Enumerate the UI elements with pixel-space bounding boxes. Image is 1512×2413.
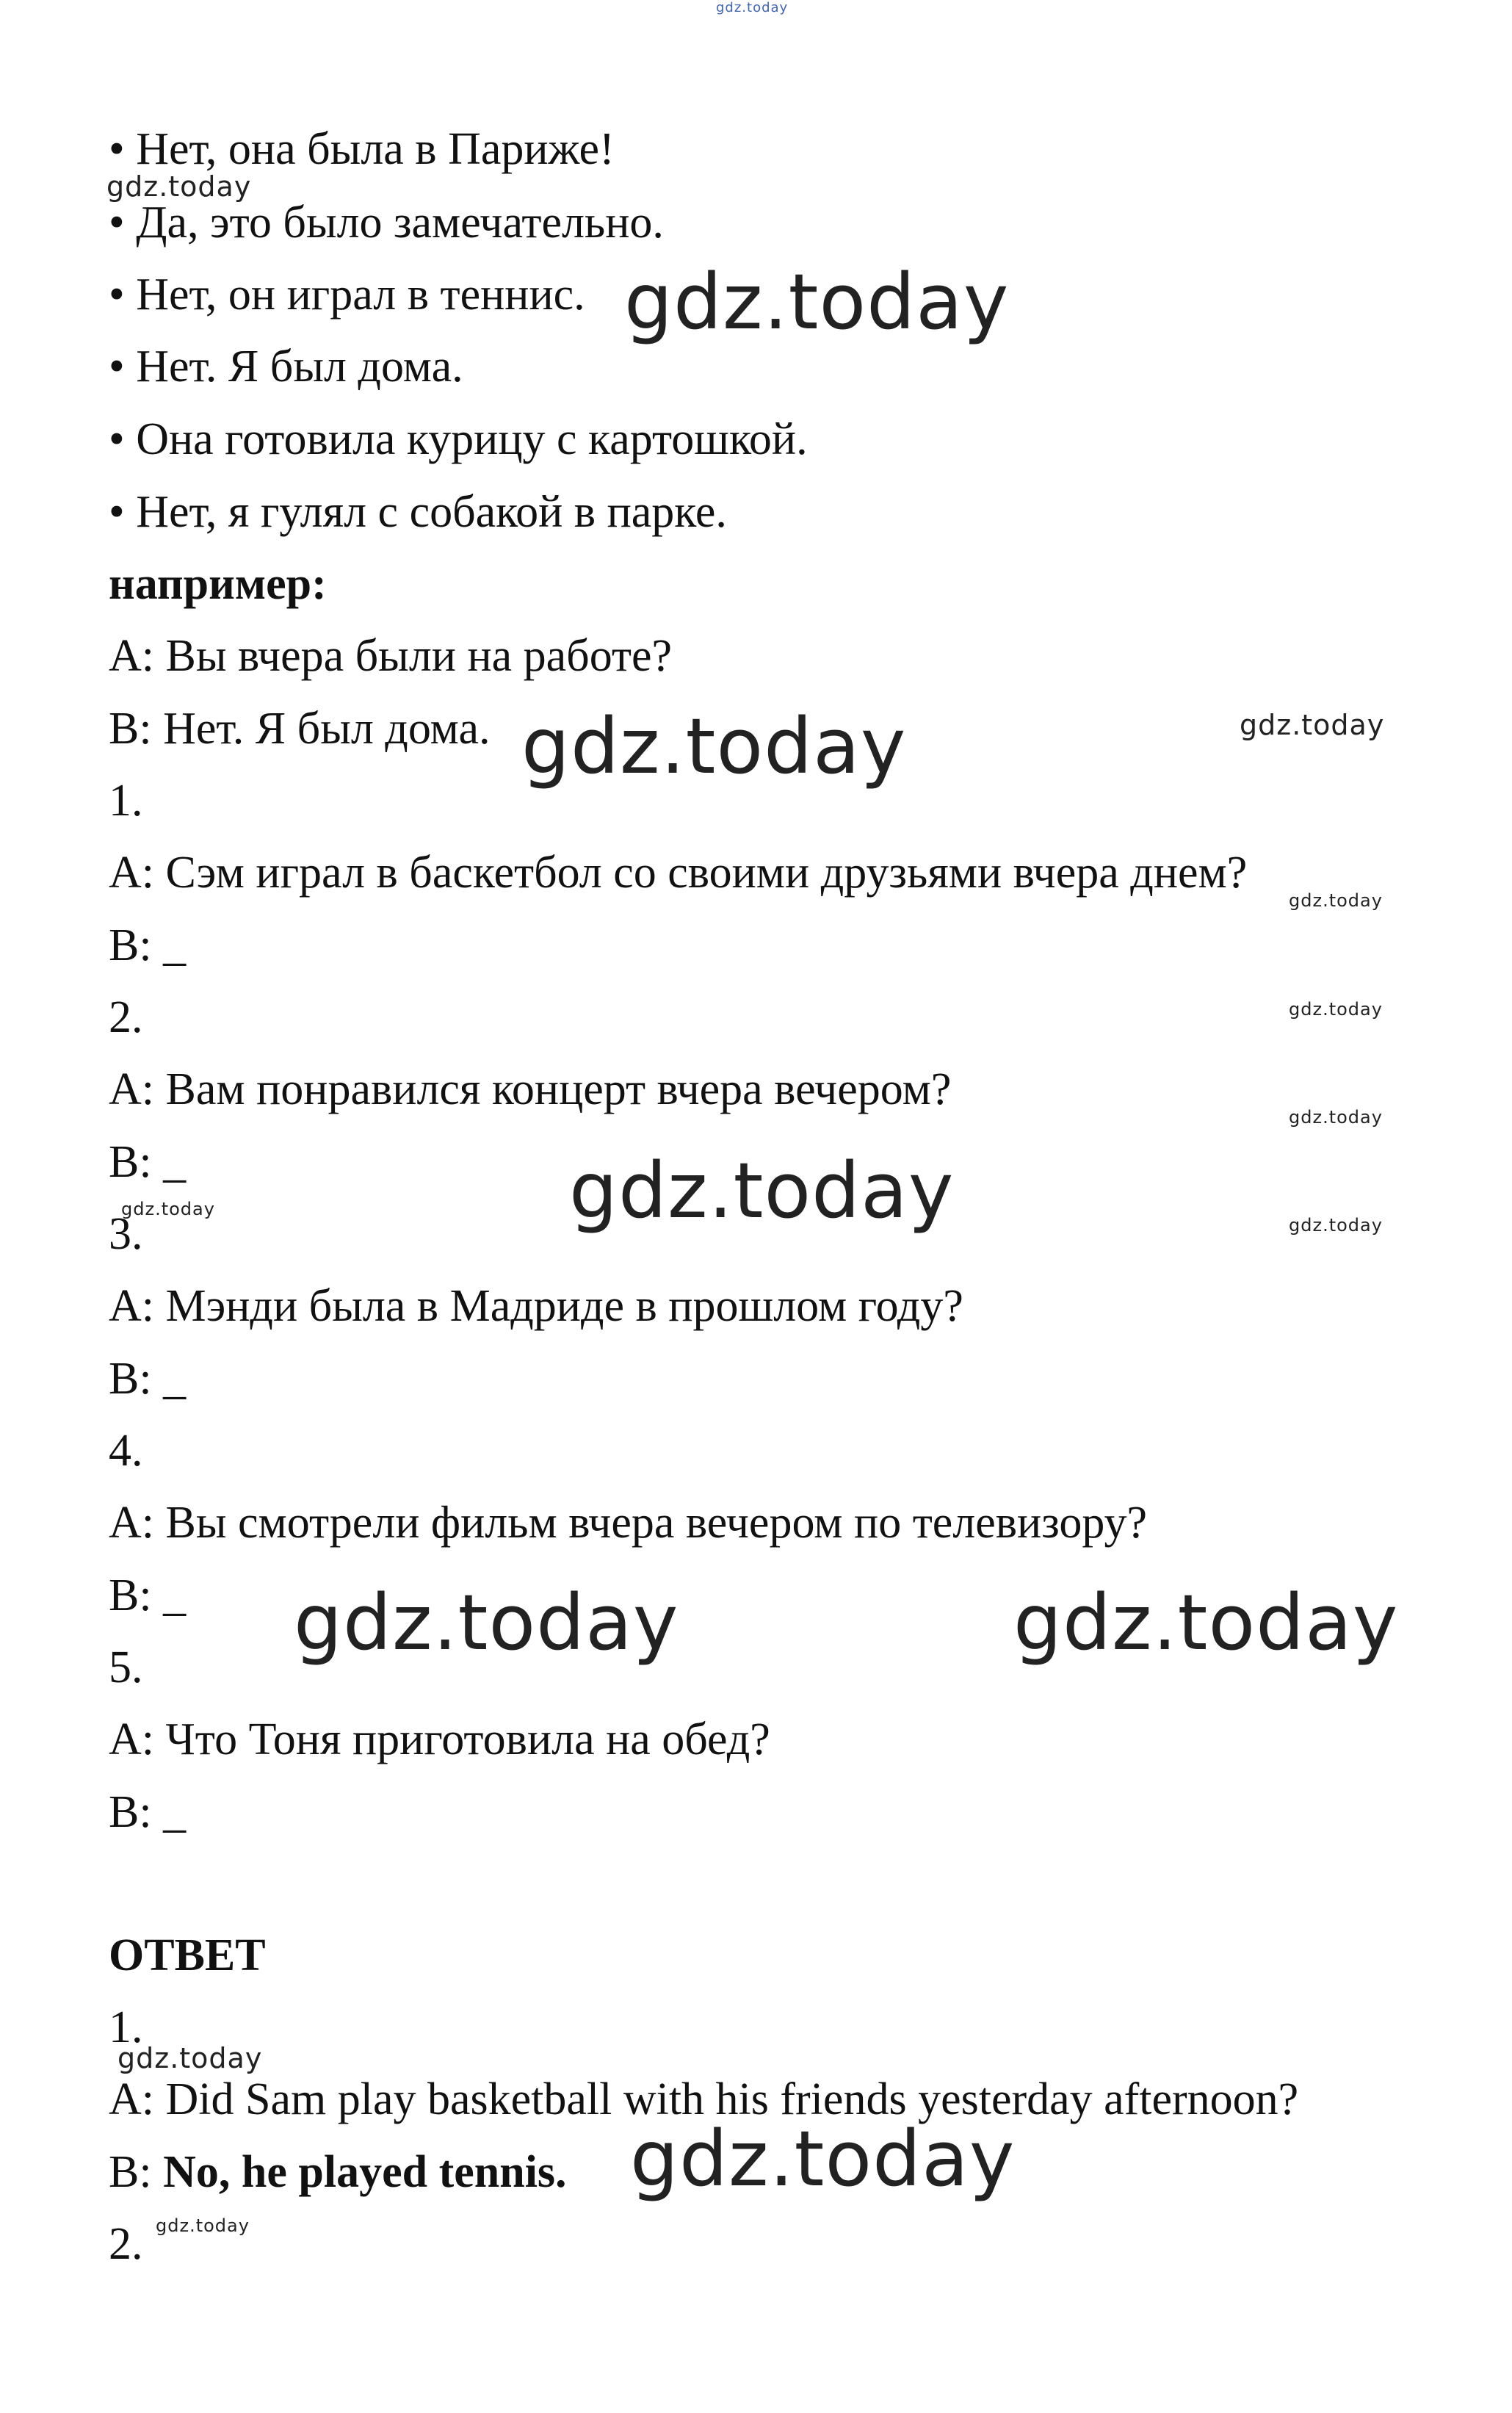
bullet-line: • Нет, она была в Париже!	[109, 124, 615, 174]
watermark: gdz.today	[569, 1146, 955, 1236]
answer-heading: ОТВЕТ	[109, 1930, 266, 1980]
watermark: gdz.today	[1013, 1578, 1399, 1667]
example-heading: например:	[109, 559, 327, 609]
item-number: 3.	[109, 1209, 143, 1259]
bullet-line: • Она готовила курицу с картошкой.	[109, 414, 808, 464]
item-answer-blank: B: _	[109, 1787, 187, 1837]
answer-question: A: Did Sam play basketball with his friends yesterday afternoon?	[109, 2074, 1299, 2124]
item-question: A: Что Тоня приготовила на обед?	[109, 1714, 770, 1764]
item-answer-blank: B: _	[109, 920, 187, 970]
watermark: gdz.today	[117, 2042, 263, 2074]
item-question: A: Сэм играл в баскетбол со своими друзьями вчера днем?	[109, 848, 1248, 898]
bullet-line: • Да, это было замечательно.	[109, 198, 664, 248]
bullet-line: • Нет, он играл в теннис.	[109, 270, 585, 320]
item-answer-blank: B: _	[109, 1137, 187, 1187]
item-number: 2.	[109, 992, 143, 1042]
answer-number: 1.	[109, 2002, 143, 2052]
watermark: gdz.today	[630, 2114, 1016, 2204]
answer-reply	[109, 2146, 567, 2198]
watermark: gdz.today	[121, 1199, 215, 1219]
item-answer-blank: B: _	[109, 1354, 187, 1404]
example-answer: B: Нет. Я был дома.	[109, 704, 491, 754]
watermark: gdz.today	[156, 2215, 250, 2236]
watermark: gdz.today	[1240, 709, 1385, 741]
bullet-line: • Нет, я гулял с собакой в парке.	[109, 487, 727, 537]
watermark: gdz.today	[1289, 1215, 1383, 1236]
item-question: A: Вы смотрели фильм вчера вечером по телевизору?	[109, 1498, 1148, 1548]
example-question: A: Вы вчера были на работе?	[109, 631, 673, 681]
watermark: gdz.today	[1289, 1107, 1383, 1128]
watermark: gdz.today	[1289, 999, 1383, 1020]
answer-reply-text: No, he played tennis.	[163, 2147, 567, 2197]
item-answer-blank: B: _	[109, 1570, 187, 1620]
item-number: 1.	[109, 776, 143, 826]
watermark: gdz.today	[716, 0, 789, 15]
watermark: gdz.today	[106, 170, 252, 203]
item-number: 4.	[109, 1426, 143, 1476]
watermark: gdz.today	[624, 257, 1010, 347]
answer-reply-prefix: B:	[109, 2147, 164, 2197]
item-question: A: Вам понравился концерт вчера вечером?	[109, 1064, 952, 1114]
bullet-line: • Нет. Я был дома.	[109, 342, 463, 392]
item-number: 5.	[109, 1642, 143, 1692]
answer-number: 2.	[109, 2219, 143, 2269]
item-question: A: Мэнди была в Мадриде в прошлом году?	[109, 1281, 963, 1331]
watermark: gdz.today	[294, 1578, 679, 1667]
watermark: gdz.today	[1289, 890, 1383, 911]
watermark: gdz.today	[521, 701, 907, 791]
